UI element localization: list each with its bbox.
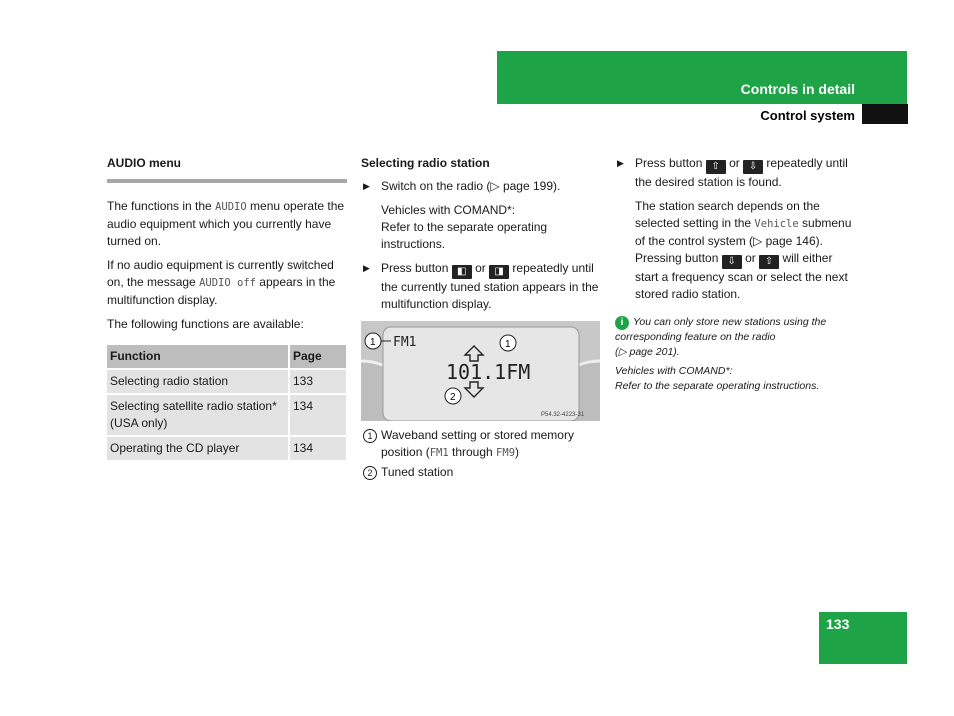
table-cell-function: Selecting satellite radio station* (USA only) — [107, 395, 288, 435]
display-frequency-text: 101.1FM — [446, 360, 531, 384]
step-press-up-down: ▶ Press button ⇧ or ⇩ repeatedly until the desired station is found. — [617, 156, 848, 189]
table-cell-function: Operating the CD player — [107, 437, 288, 460]
table-cell-function: Selecting radio station — [107, 370, 288, 393]
comand-note: Vehicles with COMAND*: Refer to the separate operating instructions. — [615, 365, 820, 392]
bullet-triangle-icon: ▶ — [363, 263, 370, 273]
column-audio-menu — [107, 155, 347, 462]
menu-back-button-icon: ◧ — [452, 265, 472, 279]
legend-item-1: 1 Waveband setting or stored memory position (FM1 through FM9) — [361, 427, 603, 462]
column-station-search — [615, 155, 859, 394]
bullet-triangle-icon: ▶ — [617, 158, 624, 168]
section-subtitle: Control system — [760, 108, 855, 123]
table-header-page: Page — [288, 345, 346, 368]
step-press-button: ▶ Press button ◧ or ◨ repeatedly until the currently tuned station appears in the multifunction display. — [363, 261, 599, 311]
svg-text:1: 1 — [370, 337, 376, 348]
figure-code: P54.32-4223-31 — [541, 412, 585, 418]
callout-2-icon: 2 — [363, 466, 377, 480]
paragraph-search-depends: The station search depends on the selected setting in the Vehicle submenu of the control system (▷ page 146). Pressing button ⇩ or ⇧ will either start a frequency scan or select the next stored radio station. — [635, 199, 852, 301]
table-header-row — [107, 345, 346, 368]
table-cell-page: 134 — [288, 395, 346, 435]
heading-audio-menu: AUDIO menu — [107, 156, 182, 170]
note-comand: Vehicles with COMAND*: Refer to the separate operating instructions. — [381, 203, 548, 251]
bullet-triangle-icon: ▶ — [363, 181, 370, 191]
down-button-icon: ⇩ — [722, 255, 742, 269]
menu-forward-button-icon: ◨ — [489, 265, 509, 279]
table-row — [107, 395, 346, 435]
display-illustration — [361, 321, 600, 421]
column-selecting-radio — [361, 155, 603, 483]
functions-table — [107, 343, 346, 462]
paragraph-audio-off: If no audio equipment is currently switched on, the message AUDIO off appears in the multifunction display. — [107, 258, 336, 307]
heading-rule — [107, 179, 347, 183]
legend-item-2: 2 Tuned station — [361, 464, 603, 481]
paragraph-intro: The functions in the AUDIO menu operate the audio equipment which you currently have turned on. — [107, 199, 345, 248]
svg-text:2: 2 — [450, 392, 456, 403]
table-header-function: Function — [107, 345, 288, 368]
paragraph-available: The following functions are available: — [107, 317, 304, 331]
up-button-icon: ⇧ — [706, 160, 726, 174]
callout-1-icon: 1 — [363, 429, 377, 443]
page-number: 133 — [826, 616, 850, 632]
table-cell-page: 133 — [288, 370, 346, 393]
heading-selecting-radio: Selecting radio station — [361, 156, 490, 170]
info-note: i You can only store new stations using the corresponding feature on the radio (▷ page 201). — [615, 316, 827, 358]
table-row — [107, 370, 346, 393]
info-icon: i — [615, 316, 629, 330]
table-cell-page: 134 — [288, 437, 346, 460]
up-button-icon: ⇧ — [759, 255, 779, 269]
header-tab-marker — [862, 104, 908, 124]
section-title: Controls in detail — [740, 81, 855, 97]
table-row — [107, 437, 346, 460]
multifunction-display-figure — [361, 321, 600, 421]
svg-text:1: 1 — [505, 339, 511, 350]
step-switch-on: ▶ Switch on the radio (▷ page 199). — [363, 179, 561, 193]
display-band-text: FM1 — [393, 335, 417, 350]
down-button-icon: ⇩ — [743, 160, 763, 174]
